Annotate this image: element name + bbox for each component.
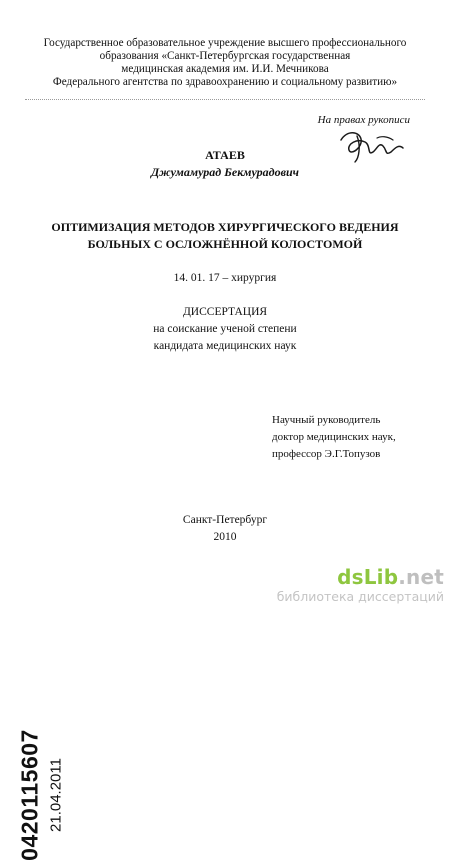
library-stamp — [2, 362, 72, 861]
manuscript-note: На правах рукописи — [317, 114, 410, 126]
institution-line-3: медицинская академия им. И.И. Мечникова — [121, 63, 329, 75]
header-divider — [25, 99, 425, 100]
institution-line-1: Государственное образовательное учреждение высшего профессионального — [43, 37, 407, 49]
author-given-names: Джумамурад Бекмурадович — [151, 165, 299, 179]
advisor-degree: доктор медицинских наук, — [272, 431, 396, 443]
advisor-name: профессор Э.Г.Топузов — [272, 448, 381, 460]
degree-purpose-line-2: кандидата медицинских наук — [153, 340, 297, 352]
place: Санкт-Петербург — [182, 514, 268, 526]
watermark-logo-tld: .net — [398, 565, 444, 589]
thesis-title-line-1: ОПТИМИЗАЦИЯ МЕТОДОВ ХИРУРГИЧЕСКОГО ВЕДЕНИЯ — [51, 220, 399, 234]
author-surname: АТАЕВ — [205, 148, 245, 162]
work-type: ДИССЕРТАЦИЯ — [182, 306, 268, 318]
watermark-caption: библиотека диссертаций — [276, 589, 444, 604]
institution-line-2: образования «Санкт-Петербургская государственная — [99, 50, 351, 62]
watermark — [277, 565, 444, 604]
watermark-logo-name: dsLib — [337, 565, 399, 589]
stamp-date: 21.04.2011 — [47, 758, 65, 832]
specialty-code: 14. 01. 17 – хирургия — [173, 272, 277, 284]
advisor-role: Научный руководитель — [272, 414, 381, 426]
stamp-number: 0420115607 — [16, 729, 43, 861]
thesis-title-line-2: БОЛЬНЫХ С ОСЛОЖНЁННОЙ КОЛОСТОМОЙ — [87, 237, 363, 251]
institution-line-4: Федерального агентства по здравоохранению и социальному развитию» — [52, 76, 398, 88]
degree-purpose-line-1: на соискание ученой степени — [153, 323, 297, 335]
watermark-logo — [277, 565, 444, 589]
year: 2010 — [213, 531, 237, 543]
